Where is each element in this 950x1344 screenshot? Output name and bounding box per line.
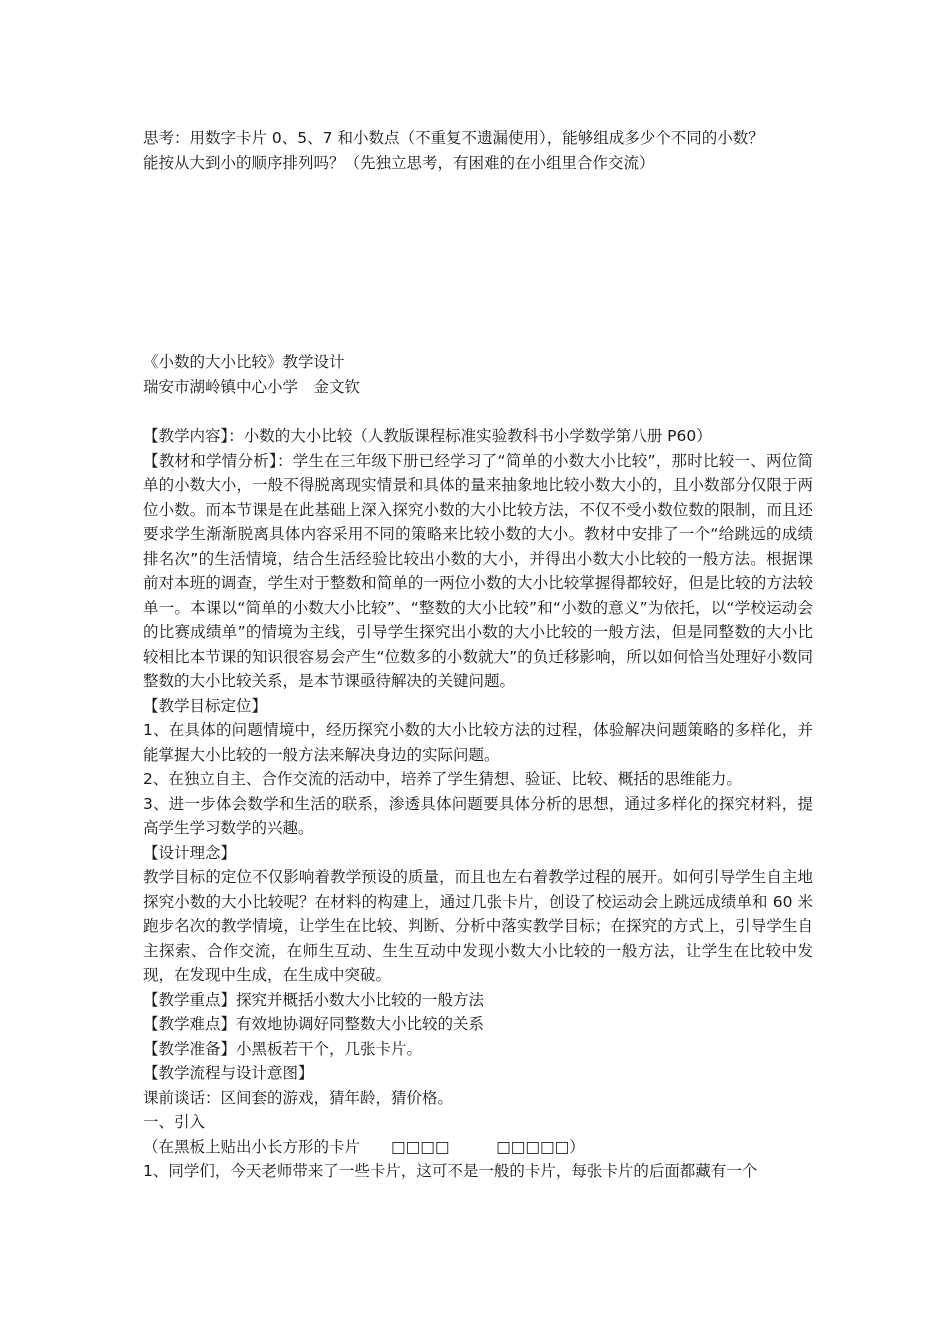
flow-heading: 【教学流程与设计意图】	[143, 1064, 314, 1082]
difficulty: 【教学难点】有效地协调好同整数大小比较的关系	[143, 1015, 485, 1033]
teaching-content: 【教学内容】：小数的大小比较（人教版课程标准实验教科书小学数学第八册 P60）	[143, 427, 712, 445]
goal-item-3: 3、进一步体会数学和生活的联系，渗透具体问题要具体分析的思想，通过多样化的探究材料，提高学生学习数学的兴趣。	[143, 794, 813, 837]
preparation: 【教学准备】小黑板若干个，几张卡片。	[143, 1039, 423, 1058]
thinking-question	[143, 126, 813, 175]
goal-item-1: 1、在具体的问题情境中，经历探究小数的大小比较方法的过程，体验解决问题策略的多样化，并能掌握大小比较的一般方法来解决身边的实际问题。	[143, 721, 813, 764]
thinking-question-line-2: 能按从大到小的顺序排列吗？（先独立思考，有困难的在小组里合作交流）	[143, 153, 655, 172]
document-body	[143, 424, 813, 1184]
concept-heading: 【设计理念】	[143, 843, 237, 862]
key-point: 【教学重点】探究并概括小数大小比较的一般方法	[143, 990, 485, 1009]
document-header	[143, 350, 813, 399]
cards-line: （在黑板上贴出小长方形的卡片 □□□□ □□□□□）	[143, 1137, 585, 1156]
goal-heading: 【教学目标定位】	[143, 696, 268, 715]
goal-item-2: 2、在独立自主、合作交流的活动中，培养了学生猜想、验证、比较、概括的思维能力。	[143, 770, 742, 788]
section-1-heading: 一、引入	[143, 1113, 206, 1131]
step-1: 1、同学们，今天老师带来了一些卡片，这可不是一般的卡片，每张卡片的后面都藏有一个	[143, 1162, 758, 1180]
concept-paragraph: 教学目标的定位不仅影响着教学预设的质量，而且也左右着教学过程的展开。如何引导学生自主地探究小数的大小比较呢？在材料的构建上，通过几张卡片，创设了校运动会上跳远成绩单和 60 米跑步名次的教学情境，让学生在比较、判断、分析中落实教学目标；在探究的方式上，引导学生自主探索、合作交流，在师生互动、生生互动中发现小数大小比较的一般方法，让学生在比较中发现，在发现中生成，在生成中突破。	[143, 868, 813, 984]
material-analysis: 【教材和学情分析】：学生在三年级下册已经学习了“简单的小数大小比较”，那时比较一、两位简单的小数大小，一般不得脱离现实情景和具体的量来抽象地比较小数大小的，且小数部分仅限于两位小数。而本节课是在此基础上深入探究小数的大小比较方法，不仅不受小数位数的限制，而且还要求学生渐渐脱离具体内容采用不同的策略来比较小数的大小。教材中安排了一个“给跳远的成绩排名次”的生活情境，结合生活经验比较出小数的大小，并得出小数大小比较的一般方法。根据课前对本班的调查，学生对于整数和简单的一两位小数的大小比较掌握得都较好，但是比较的方法较单一。本课以“简单的小数大小比较”、“整数的大小比较”和“小数的意义”为依托，以“学校运动会的比赛成绩单”的情境为主线，引导学生探究出小数的大小比较的一般方法，但是同整数的大小比较相比本节课的知识很容易会产生“位数多的小数就大”的负迁移影响，所以如何恰当处理好小数同整数的大小比较关系，是本节课亟待解决的关键问题。	[143, 451, 813, 690]
document-title: 《小数的大小比较》教学设计	[143, 353, 345, 371]
pre-class-talk: 课前谈话：区间套的游戏，猜年龄，猜价格。	[143, 1088, 454, 1107]
thinking-question-line-1: 思考：用数字卡片 0、5、7 和小数点（不重复不遗漏使用），能够组成多少个不同的小数？	[143, 129, 764, 147]
document-author: 瑞安市湖岭镇中心小学 金文钦	[143, 377, 361, 396]
